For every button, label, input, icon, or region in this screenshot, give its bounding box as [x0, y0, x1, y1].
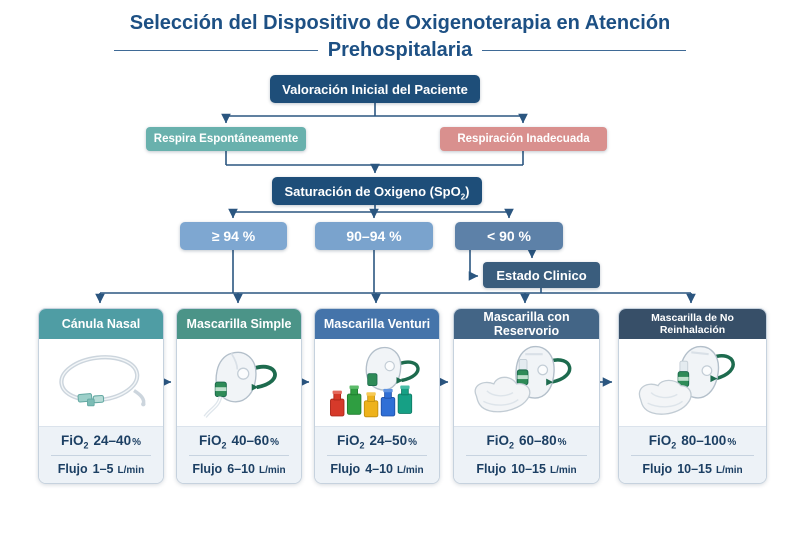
node-valoracion-inicial: [270, 75, 480, 103]
flujo-row: Flujo 10–15 L/min: [642, 462, 743, 477]
fio2-row: FiO$_2$ 60–80%: [486, 433, 567, 451]
nasal-cannula-illustration: [46, 342, 156, 424]
node-inadecuada-label: Respiración Inadecuada: [457, 133, 590, 145]
device-card-footer: [315, 426, 439, 483]
node-saturacion-spo2: [272, 177, 482, 205]
device-card-title: Mascarilla Simple: [186, 317, 292, 331]
node-respira-espontaneamente: [146, 127, 306, 151]
device-card-title: Mascarilla de No Reinhalación: [651, 312, 734, 336]
flujo-row: Flujo 4–10 L/min: [330, 462, 424, 477]
device-card-image: [177, 339, 301, 426]
node-spo2-lt-90: [455, 222, 563, 250]
non-rebreather-mask-illustration: [630, 342, 756, 424]
venturi-adapter-teal: [398, 385, 412, 413]
device-card-header: [619, 309, 766, 339]
node-spo2-90-94: [315, 222, 433, 250]
venturi-adapter-yellow: [364, 392, 378, 417]
device-card-footer: [39, 426, 163, 483]
device-card-mascarilla-no-reinhalacion: [618, 308, 767, 484]
reservoir-mask-illustration: [464, 342, 590, 424]
flujo-row: Flujo 10–15 L/min: [476, 462, 577, 477]
node-estado-label: Estado Clinico: [496, 267, 587, 283]
node-spo2-geq-94: [180, 222, 287, 250]
venturi-adapter-red: [330, 390, 344, 415]
fio2-row: FiO$_2$ 80–100%: [648, 433, 737, 451]
range-label: < 90 %: [487, 228, 531, 244]
device-card-header: [315, 309, 439, 339]
flujo-row: Flujo 1–5 L/min: [57, 462, 145, 477]
cannula-connectors: [78, 393, 104, 405]
flujo-row: Flujo 6–10 L/min: [192, 462, 286, 477]
device-card-header: [39, 309, 163, 339]
device-card-title: Cánula Nasal: [61, 317, 141, 331]
device-card-title: Mascarilla Venturi: [323, 317, 431, 331]
venturi-adapter-blue: [381, 388, 395, 415]
fio2-row: FiO$_2$ 40–60%: [199, 433, 279, 451]
device-card-mascarilla-venturi: [314, 308, 440, 484]
node-respira-label: Respira Espontáneamente: [153, 133, 299, 145]
device-card-image: [619, 339, 766, 426]
device-card-footer: [454, 426, 599, 483]
device-card-footer: [177, 426, 301, 483]
device-card-mascarilla-con-reservorio: [453, 308, 600, 484]
simple-mask-illustration: [184, 342, 294, 424]
venturi-adapter-green: [347, 385, 361, 414]
node-saturacion-label: Saturación de Oxigeno (SpO$_2$): [284, 183, 470, 202]
node-respiracion-inadecuada: [440, 127, 607, 151]
page-title-line1: Selección del Dispositivo de Oxigenoterapia en Atención: [129, 12, 671, 34]
device-card-header: [454, 309, 599, 339]
device-card-canula-nasal: [38, 308, 164, 484]
fio2-row: FiO$_2$ 24–50%: [337, 433, 417, 451]
page-title-line2-text: Prehospitalaria: [327, 39, 473, 61]
device-card-title: Mascarilla con Reservorio: [483, 310, 570, 338]
device-card-mascarilla-simple: [176, 308, 302, 484]
device-card-image: [315, 339, 439, 426]
node-valoracion-label: Valoración Inicial del Paciente: [282, 81, 468, 97]
range-label: 90–94 %: [346, 228, 402, 244]
device-card-footer: [619, 426, 766, 483]
device-card-image: [454, 339, 599, 426]
node-estado-clinico: [483, 262, 600, 288]
device-card-header: [177, 309, 301, 339]
device-card-image: [39, 339, 163, 426]
fio2-row: FiO$_2$ 24–40%: [61, 433, 141, 451]
range-label: ≥ 94 %: [211, 228, 256, 244]
venturi-mask-illustration: [322, 342, 432, 424]
